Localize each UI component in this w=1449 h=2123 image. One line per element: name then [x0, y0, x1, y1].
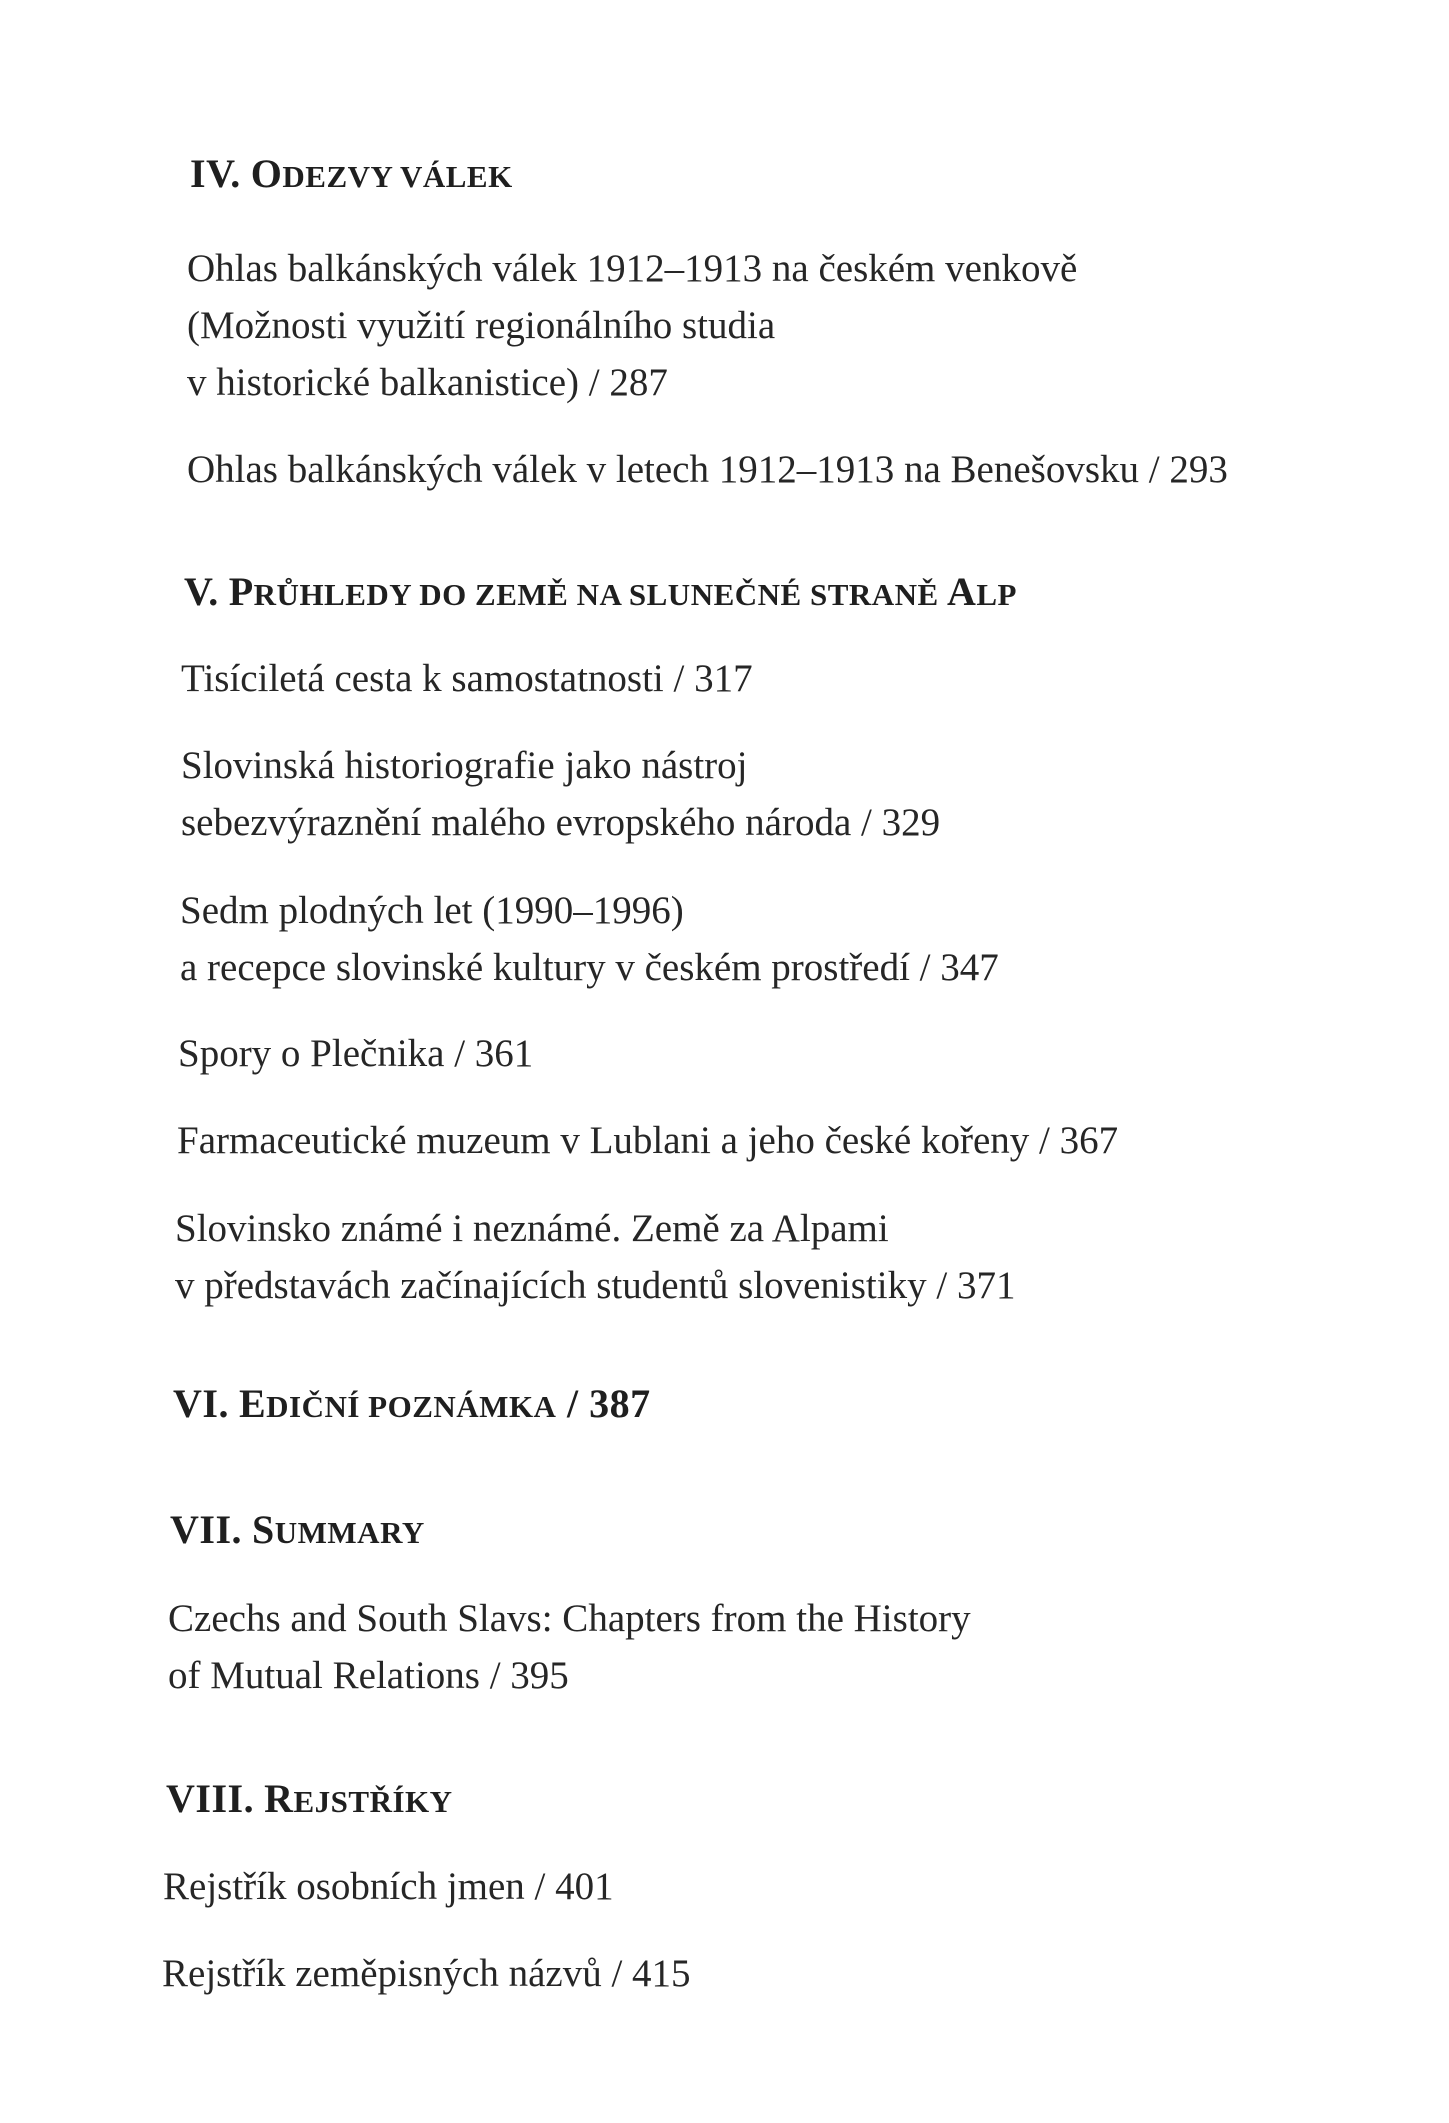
toc-entry-plecnik-disputes: Spory o Plečnika / 361	[178, 1032, 534, 1075]
section-heading-viii: VIII. REJSTŘÍKY	[166, 1776, 453, 1821]
toc-entry-summary: Czechs and South Slavs: Chapters from the History of Mutual Relations / 395	[168, 1597, 971, 1697]
toc-entry-millennial-path: Tisíciletá cesta k samostatnosti / 317	[181, 657, 753, 700]
section-heading-vi: VI. EDIČNÍ POZNÁMKA / 387	[173, 1381, 651, 1426]
section-heading-v: V. PRŮHLEDY DO ZEMĚ NA SLUNEČNÉ STRANĚ ALP	[184, 569, 1017, 614]
toc-entry-slovenia-known-unknown: Slovinsko známé i neznámé. Země za Alpami v představách začínajících studentů slovenistiky / 371	[175, 1207, 1016, 1307]
section-heading-vii: VII. SUMMARY	[170, 1507, 425, 1552]
toc-entry-index-personal-names: Rejstřík osobních jmen / 401	[163, 1865, 614, 1908]
toc-entry-seven-fruitful-years: Sedm plodných let (1990–1996) a recepce slovinské kultury v českém prostředí / 347	[180, 889, 999, 989]
toc-entry-slovenian-historiography: Slovinská historiografie jako nástroj sebezvýraznění malého evropského národa / 329	[181, 744, 941, 844]
section-heading-iv: IV. ODEZVY VÁLEK	[190, 151, 513, 196]
toc-entry-balkan-wars-village: Ohlas balkánských válek 1912–1913 na českém venkově (Možnosti využití regionálního studia v historické balkanistice) / 287	[187, 247, 1078, 404]
toc-entry-pharmaceutical-museum: Farmaceutické muzeum v Lublani a jeho české kořeny / 367	[177, 1119, 1119, 1162]
toc-entry-index-geographic-names: Rejstřík zeměpisných názvů / 415	[162, 1952, 691, 1995]
toc-entry-balkan-wars-benesov: Ohlas balkánských válek v letech 1912–1913 na Benešovsku / 293	[187, 448, 1228, 491]
